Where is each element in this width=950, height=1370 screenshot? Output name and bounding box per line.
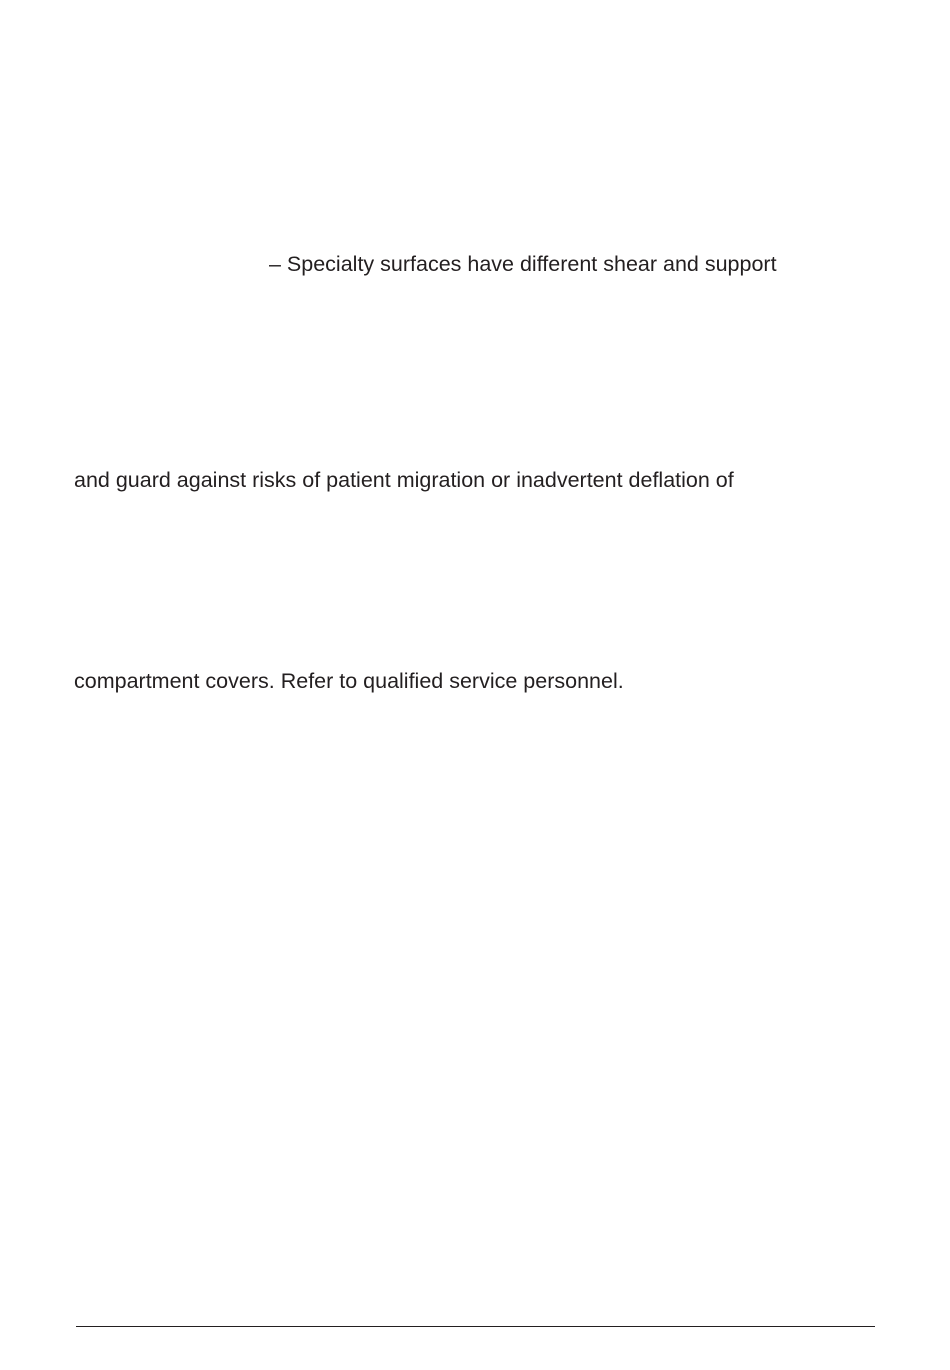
footer-divider: [76, 1326, 875, 1327]
text-line-specialty-surfaces: – Specialty surfaces have different shear and support: [269, 252, 777, 276]
text-line-guard-against-risks: and guard against risks of patient migration or inadvertent deflation of: [74, 468, 734, 492]
text-line-compartment-covers: compartment covers. Refer to qualified service personnel.: [74, 669, 624, 693]
